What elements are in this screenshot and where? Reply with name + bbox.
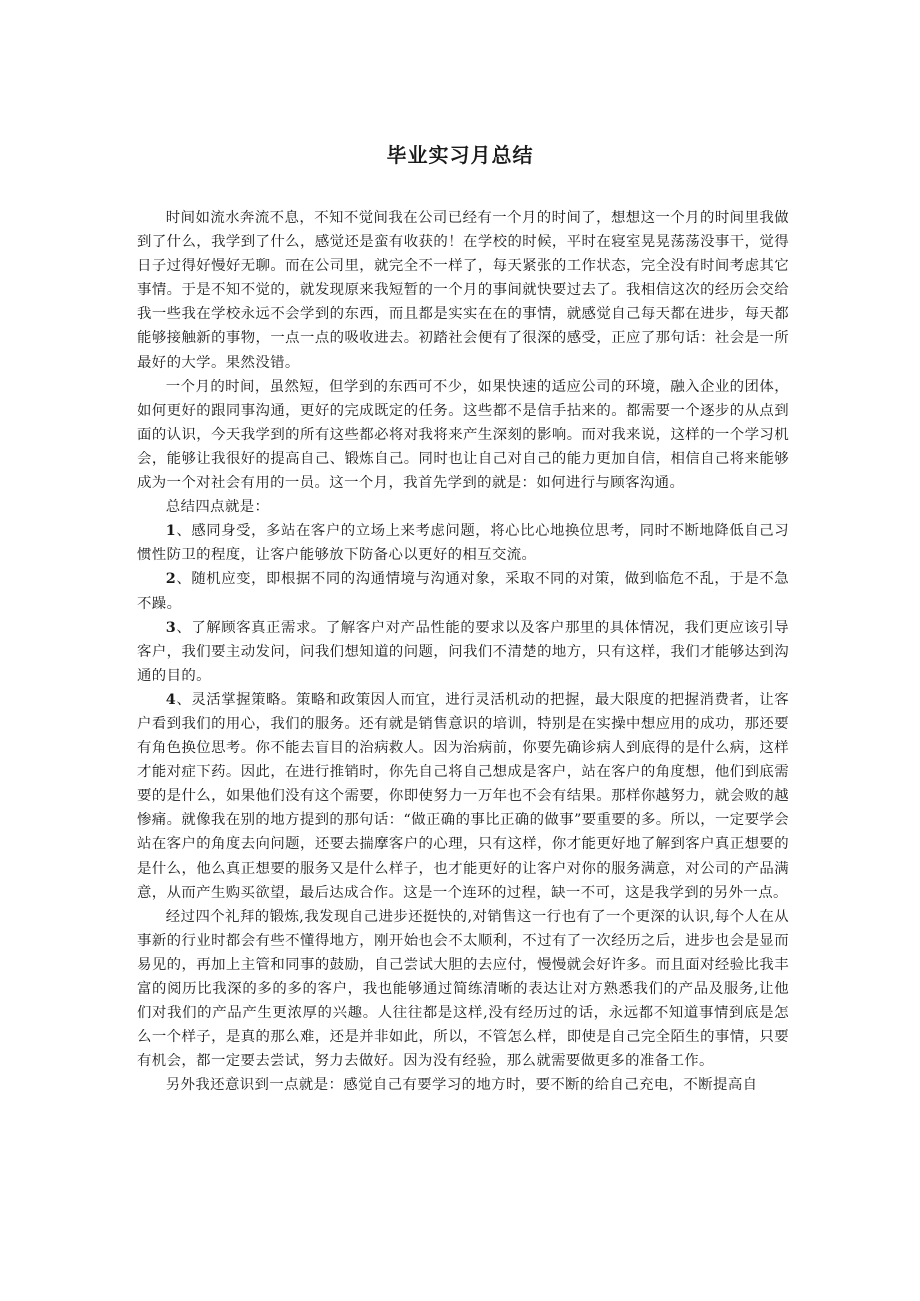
point-number: 2 <box>165 570 177 588</box>
paragraph-text: 总结四点就是： <box>165 499 270 516</box>
document-body <box>137 206 789 1097</box>
summary-point-1 <box>137 519 789 567</box>
paragraph-text: 经过四个礼拜的锻炼,我发现自己进步还挺快的,对销售这一行也有了一个更深的认识,每个人在从事新的行业时都会有些不懂得地方，刚开始也会不太顺利，不过有了一次经历之后，进步也会是显而易见的，再加上主管和同事的鼓励，自己尝试大胆的去应付，慢慢就会好许多。而且面对经验比我丰富的阅历比我深的多的多的客户，我也能够通过简练清晰的表达让对方熟悉我们的产品及服务,让他们对我们的产品产生更浓厚的兴趣。人往往都是这样,没有经历过的话，永远都不知道事情到底是怎么一个样子，是真的那么难，还是并非如此，所以，不管怎么样，即使是自己完全陌生的事情，只要有机会，都一定要去尝试，努力去做好。因为没有经验，那么就需要做更多的准备工作。 <box>137 908 789 1070</box>
summary-point-2 <box>137 567 789 615</box>
paragraph-text: 、了解顾客真正需求。了解客户对产品性能的要求以及客户那里的具体情况，我们更应该引导客户，我们要主动发问，问我们想知道的问题，问我们不清楚的地方，只有这样，我们才能够达到沟通的目的。 <box>137 619 789 684</box>
paragraph-text: 、随机应变，即根据不同的沟通情境与沟通对象，采取不同的对策，做到临危不乱，于是不急不躁。 <box>137 571 789 612</box>
paragraph-text: 另外我还意识到一点就是：感觉自己有要学习的地方时，要不断的给自己充电，不断提高自 <box>165 1077 758 1094</box>
paragraph-text: 一个月的时间，虽然短，但学到的东西可不少，如果快速的适应公司的环境，融入企业的团体，如何更好的跟同事沟通，更好的完成既定的任务。这些都不是信手拈来的。都需要一个逐步的从点到面的认识，今天我学到的所有这些都必将对我将来产生深刻的影响。而对我来说，这样的一个学习机会，能够让我很好的提高自己、锻炼自己。同时也让自己对自己的能力更加自信，相信自己将来能够成为一个对社会有用的一员。这一个月，我首先学到的就是：如何进行与顾客沟通。 <box>137 378 789 492</box>
body-paragraph <box>137 495 789 519</box>
body-paragraph <box>137 1073 789 1097</box>
summary-point-3 <box>137 616 789 688</box>
body-paragraph <box>137 206 789 375</box>
body-paragraph <box>137 905 789 1074</box>
point-number: 3 <box>165 618 177 636</box>
point-number: 1 <box>165 522 177 540</box>
paragraph-text: 、灵活掌握策略。策略和政策因人而宜，进行灵活机动的把握，最大限度的把握消费者，让客户看到我们的用心，我们的服务。还有就是销售意识的培训，特别是在实操中想应用的成功，那还要有角色换位思考。你不能去盲目的治病救人。因为治病前，你要先确诊病人到底得的是什么病，这样才能对症下药。因此，在进行推销时，你先自己将自己想成是客户，站在客户的角度想，他们到底需要的是什么，如果他们没有这个需要，你即使努力一万年也不会有结果。那样你越努力，就会败的越惨痛。就像我在别的地方提到的那句话：“做正确的事比正确的做事”要重要的多。所以，一定要学会站在客户的角度去向问题，还要去揣摩客户的心理，只有这样，你才能更好地了解到客户真正想要的是什么，他么真正想要的服务又是什么样子，也才能更好的让客户对你的服务满意，对公司的产品满意，从而产生购买欲望，最后达成合作。这是一个连环的过程，缺一不可，这是我学到的另外一点。 <box>137 691 789 901</box>
page-title: 毕业实习月总结 <box>386 143 534 167</box>
paragraph-text: 时间如流水奔流不息，不知不觉间我在公司已经有一个月的时间了，想想这一个月的时间里我做到了什么，我学到了什么，感觉还是蛮有收获的！在学校的时候，平时在寝室晃晃荡荡没事干，觉得日子过得好慢好无聊。而在公司里，就完全不一样了，每天紧张的工作状态，完全没有时间考虑其它事情。于是不知不觉的，就发现原来我短暂的一个月的事间就快要过去了。我相信这次的经历会交给我一些我在学校永远不会学到的东西，而且都是实实在在的事情，就感觉自己每天都在进步，每天都能够接触新的事物，一点一点的吸收进去。初踏社会便有了很深的感受，正应了那句话：社会是一所最好的大学。果然没错。 <box>137 210 789 371</box>
point-number: 4 <box>165 690 177 708</box>
summary-point-4 <box>137 688 789 905</box>
paragraph-text: 、感同身受，多站在客户的立场上来考虑问题，将心比心地换位思考，同时不断地降低自己习惯性防卫的程度，让客户能够放下防备心以更好的相互交流。 <box>137 523 789 564</box>
body-paragraph <box>137 375 789 495</box>
